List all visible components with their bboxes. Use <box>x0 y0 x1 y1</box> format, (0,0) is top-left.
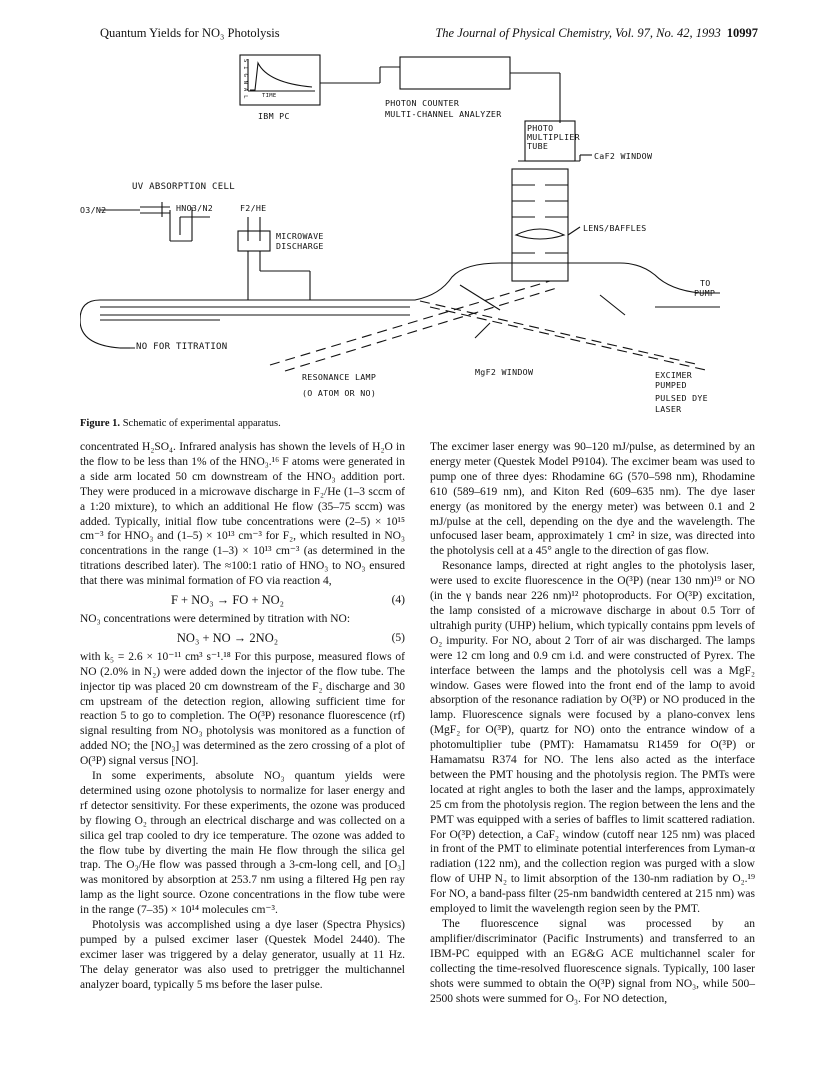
microwave-label-1: MICROWAVE <box>276 231 324 241</box>
caption-text: Schematic of experimental apparatus. <box>122 418 281 429</box>
mgf2-window-label: MgF2 WINDOW <box>475 367 534 377</box>
caption-label: Figure 1. <box>80 418 121 429</box>
pumped-label: PUMPED <box>655 380 687 390</box>
to-pump-label-1: TO <box>700 278 711 288</box>
figure-caption <box>80 418 281 429</box>
paragraph: Resonance lamps, directed at right angles to the photolysis laser, were used to excite fluorescence in the O(³P) (near 130 nm)¹⁹ or NO (in the γ bands near 226 nm)¹² photoproducts. For O(³P) excitation, the lamp consisted of a microwave discharge in about 0.5 Torr of ultrahigh purity (UHP) helium, which typically contains ppm levels of O₂ impurity. For NO, about 2 Torr of air was discharged. The lamps were 12 cm long and 0.9 cm i.d. and were constructed of Pyrex. The interface between the lamps and the photolysis cell was a MgF₂ window. Gases were flowed into the front end of the lamp to avoid absorption of the resonance radiation by O(³P) or NO produced in the lamp. Fluorescence signals were focused by a plano-convex lens (MgF₂ for O(³P), quartz for NO) onto the entrance window of a photomultiplier tube (PMT): Hamamatsu R1459 for O(³P) or Hamamatsu R374 for NO. The lens also acted as the interface between the PMT housing and the photolysis region. The PMTs were located at right angles to both the laser and the lamps, approximately 25 cm from the photolysis region. The region between the lens and the PMT was equipped with a series of baffles to limit scattered radiation. For O(³P) detection, a CaF₂ window (cutoff near 125 nm) was placed in front of the PMT to eliminate potential interferences from Lyman-α radiation (122 nm), and the collection region was purged with a slow flow of UHP N₂ to limit absorption of the 130-nm radiation by O₂.¹⁹ For NO, a band-pass filter (25-nm bandwidth centered at 215 nm) was employed to limit the wavelength region seen by the PMT. <box>430 560 755 916</box>
equation-number: (5) <box>391 631 405 644</box>
resonance-lamp-beam <box>420 301 700 365</box>
pmt-label-3: TUBE <box>527 141 549 151</box>
lens-baffle-housing <box>512 169 568 281</box>
equation-4 <box>80 593 405 608</box>
pmt-label-1: PHOTO <box>527 123 554 133</box>
lens-baffles-label: LENS/BAFFLES <box>583 223 647 233</box>
photon-counter-box <box>400 57 510 89</box>
caf2-window-label: CaF2 WINDOW <box>594 151 653 161</box>
right-column <box>430 440 755 1006</box>
equation-text: F + NO₃ → FO + NO₂ <box>170 593 285 608</box>
resonance-lamp-label: RESONANCE LAMP <box>302 372 377 382</box>
o3-inlet-label: O3/N2 <box>80 205 107 215</box>
equation-text: NO₃ + NO → 2NO₂ <box>176 630 279 645</box>
equation-5 <box>80 631 405 646</box>
hno3-inlet-label: HNO3/N2 <box>176 203 214 213</box>
paragraph: The excimer laser energy was 90–120 mJ/pulse, as determined by an energy meter (Questek Model P9104). The excimer beam was used to pump one of three dyes: Rhodamine 6G (570–598 nm), Rhodamine 610 (589–619 nm), and Kiton Red (609–635 nm). The dye laser energy (as monitored by the energy meter) was between 0.1 and 2 mJ/pulse at the cell, depending on the dye and the wavelength. The unfocused laser beam, approximately 1 cm² in size, was directed into the photolysis cell at a 45° angle to the direction of gas flow. <box>430 441 755 558</box>
lens-shape <box>516 229 564 239</box>
equation-number: (4) <box>391 594 405 607</box>
pulsed-dye-label: PULSED DYE <box>655 393 708 403</box>
left-column <box>80 440 405 993</box>
signal-trace <box>250 63 312 90</box>
paragraph: with k₅ = 2.6 × 10⁻¹¹ cm³ s⁻¹.¹⁸ For this purpose, measured flows of NO (2.0% in N₂) were added down the injector of the flow tube. The injector tip was placed 20 cm downstream of the F₂ discharge and 30 cm upstream of the detection region, allowing sufficient time for reaction 5 to go to completion. The O(³P) resonance fluorescence (rf) signal resulting from NO₃ photolysis was monitored as a function of added NO; the [NO₃] was determined as the zero crossing of a plot of O(³P) signal versus [NO]. <box>80 650 405 768</box>
f2-inlet-label: F2/HE <box>240 203 267 213</box>
ibm-pc-label: IBM PC <box>258 111 290 121</box>
pmt-label-2: MULTIPLIER <box>527 132 580 142</box>
page-number: 10997 <box>726 26 758 40</box>
running-head-title: Quantum Yields for NO₃ Photolysis <box>100 26 280 40</box>
screen-y-label: S I G N A L <box>242 59 248 99</box>
paragraph: NO₃ concentrations were determined by titration with NO: <box>80 612 351 625</box>
photon-counter-label: PHOTON COUNTER <box>385 98 460 108</box>
laser-label: LASER <box>655 404 682 414</box>
microwave-discharge <box>238 231 270 251</box>
paragraph: Photolysis was accomplished using a dye laser (Spectra Physics) pumped by a pulsed excimer laser (Questek Model 2440). The excimer laser was triggered by a delay generator, usually at 11 Hz. The delay generator was also used to pretrigger the multichannel analyzer board, typically 5 ms before the laser pulse. <box>80 919 405 991</box>
uv-cell-label: UV ABSORPTION CELL <box>132 182 235 192</box>
screen-x-label: TIME <box>262 93 277 99</box>
flow-tube-top <box>100 263 720 300</box>
mca-label: MULTI-CHANNEL ANALYZER <box>385 109 502 119</box>
resonance-lamp-sub-label: (O ATOM OR NO) <box>302 388 377 398</box>
paragraph: The fluorescence signal was processed by an amplifier/discriminator (Pacific Instruments) and transferred to an IBM-PC equipped with an EG&G ACE multichannel scaler for collecting the time-resolved fluorescence signals. Typically, 100 laser shots were summed to obtain the O(³P) signal from NO₃, while 500–2500 shots were summed for O₃. For NO detection, <box>430 918 755 1005</box>
laser-beam <box>270 281 550 365</box>
microwave-label-2: DISCHARGE <box>276 241 324 251</box>
journal-citation: The Journal of Physical Chemistry, Vol. 97, No. 42, 1993 <box>435 26 721 40</box>
running-head-journal <box>435 26 758 41</box>
paragraph: In some experiments, absolute NO₃ quantum yields were determined using ozone photolysis to normalize for laser energy and rf detector sensitivity. For these experiments, the ozone was produced by flowing O₂ through an electrical discharge and was collected on a silica gel trap cooled to dry ice temperature. The ozone was added to the flow tube by diverting the main He flow through the silica gel trap. The O₃/He flow was passed through a 3-cm-long cell, and [O₃] was monitored by absorption at 253.7 nm using a filtered Hg pen ray lamp as the light source. Ozone concentrations in the flow tube were in the range (7–35) × 10¹⁴ molecules cm⁻³. <box>80 770 405 917</box>
paragraph: concentrated H₂SO₄. Infrared analysis has shown the levels of H₂O in the flow to be less than 1% of the HNO₃.¹⁶ F atoms were generated in a side arm located 50 cm downstream of the HNO₃ addition port. They were produced in a microwave discharge in F₂/He (1–3 sccm of a 1:20 mixture), to which an additional He flow (35–75 sccm) was added. Typically, initial flow tube concentrations were (2–5) × 10¹⁵ cm⁻³ for HNO₃ and (1–5) × 10¹³ cm⁻³ for F₂, which resulted in NO₃ concentrations in the range (1–3) × 10¹³ cm⁻³ (as determined in the titrations described later). The ≈100:1 ratio of HNO₃ to NO₃ ensured that there was minimal formation of FO via reaction 4, <box>80 441 405 588</box>
apparatus-schematic <box>80 45 760 420</box>
excimer-label: EXCIMER <box>655 370 693 380</box>
to-pump-label-2: PUMP <box>694 288 716 298</box>
no-titration-label: NO FOR TITRATION <box>136 342 228 352</box>
